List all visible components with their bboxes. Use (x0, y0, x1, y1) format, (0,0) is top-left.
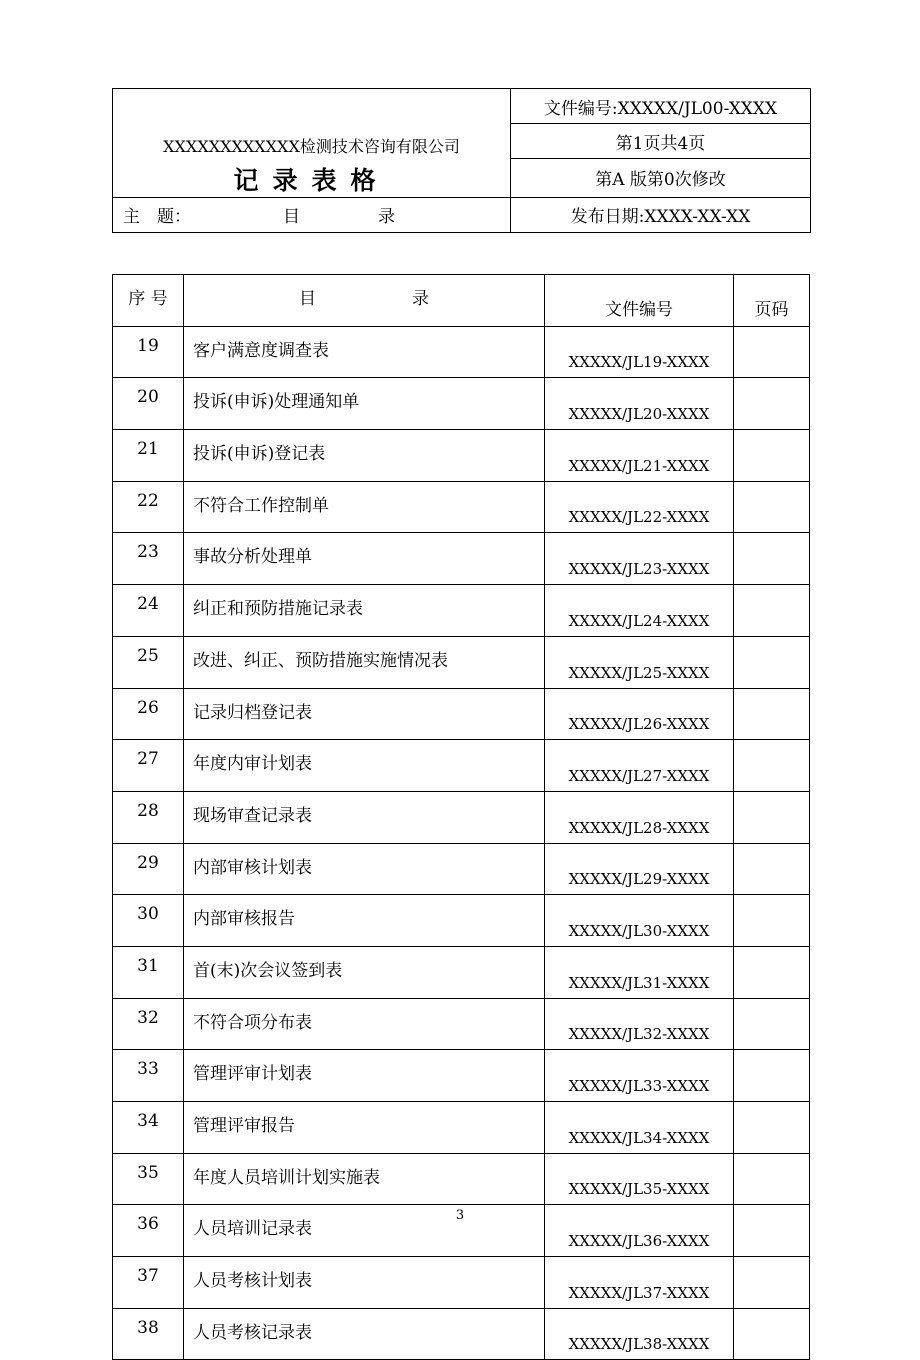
row-seq: 26 (113, 688, 184, 740)
row-title: 人员考核计划表 (184, 1257, 545, 1309)
toc-header-row (113, 275, 810, 327)
row-page (734, 688, 810, 740)
row-doc-number: XXXXX/JL38-XXXX (545, 1308, 734, 1360)
row-doc-number: XXXXX/JL25-XXXX (545, 636, 734, 688)
table-row (113, 1050, 810, 1102)
page-number: 3 (455, 1208, 465, 1223)
table-row (113, 895, 810, 947)
row-seq: 32 (113, 998, 184, 1050)
row-doc-number: XXXXX/JL32-XXXX (545, 998, 734, 1050)
row-title: 年度人员培训计划实施表 (184, 1153, 545, 1205)
row-doc-number: XXXXX/JL29-XXXX (545, 843, 734, 895)
row-seq: 36 (113, 1205, 184, 1257)
row-doc-number: XXXXX/JL33-XXXX (545, 1050, 734, 1102)
row-doc-number: XXXXX/JL26-XXXX (545, 688, 734, 740)
row-doc-number: XXXXX/JL23-XXXX (545, 533, 734, 585)
row-doc-number: XXXXX/JL27-XXXX (545, 740, 734, 792)
row-doc-number: XXXXX/JL28-XXXX (545, 791, 734, 843)
row-page (734, 946, 810, 998)
row-seq: 34 (113, 1102, 184, 1154)
form-title: 记录表格 (113, 159, 511, 198)
row-title: 投诉(申诉)登记表 (184, 430, 545, 482)
row-title: 人员培训记录表 (184, 1205, 545, 1257)
row-title: 不符合项分布表 (184, 998, 545, 1050)
row-title: 管理评审计划表 (184, 1050, 545, 1102)
row-page (734, 430, 810, 482)
row-page (734, 326, 810, 378)
row-page (734, 1308, 810, 1360)
row-doc-number: XXXXX/JL34-XXXX (545, 1102, 734, 1154)
header-title (184, 275, 545, 327)
table-row (113, 1153, 810, 1205)
row-title: 改进、纠正、预防措施实施情况表 (184, 636, 545, 688)
row-doc-number: XXXXX/JL35-XXXX (545, 1153, 734, 1205)
table-row (113, 1308, 810, 1360)
row-page (734, 843, 810, 895)
row-title: 内部审核计划表 (184, 843, 545, 895)
row-title: 纠正和预防措施记录表 (184, 585, 545, 637)
header-seq: 序 号 (113, 275, 184, 327)
page-info: 第1页共4页 (511, 124, 811, 159)
table-row (113, 998, 810, 1050)
row-page (734, 1050, 810, 1102)
subject-cell (113, 197, 511, 232)
row-doc-number: XXXXX/JL20-XXXX (545, 378, 734, 430)
row-title: 年度内审计划表 (184, 740, 545, 792)
row-title: 不符合工作控制单 (184, 481, 545, 533)
company-name: XXXXXXXXXXXX检测技术咨询有限公司 (113, 89, 511, 159)
table-row (113, 481, 810, 533)
row-seq: 38 (113, 1308, 184, 1360)
row-title: 现场审查记录表 (184, 791, 545, 843)
row-title: 管理评审报告 (184, 1102, 545, 1154)
row-doc-number: XXXXX/JL31-XXXX (545, 946, 734, 998)
row-page (734, 895, 810, 947)
row-seq: 21 (113, 430, 184, 482)
table-row (113, 636, 810, 688)
row-doc-number: XXXXX/JL24-XXXX (545, 585, 734, 637)
header-doc-number: 文件编号 (545, 275, 734, 327)
table-row (113, 378, 810, 430)
row-seq: 33 (113, 1050, 184, 1102)
subject-label: 主 题： (123, 207, 191, 227)
row-title: 人员考核记录表 (184, 1308, 545, 1360)
row-page (734, 533, 810, 585)
row-page (734, 585, 810, 637)
table-row (113, 1257, 810, 1309)
row-title: 客户满意度调查表 (184, 326, 545, 378)
row-title: 投诉(申诉)处理通知单 (184, 378, 545, 430)
row-doc-number: XXXXX/JL30-XXXX (545, 895, 734, 947)
header-page: 页码 (734, 275, 810, 327)
row-page (734, 1153, 810, 1205)
row-page (734, 636, 810, 688)
table-row (113, 585, 810, 637)
toc-table (112, 274, 810, 1360)
row-seq: 24 (113, 585, 184, 637)
row-seq: 23 (113, 533, 184, 585)
release-date: 发布日期:XXXX-XX-XX (511, 197, 811, 232)
row-seq: 37 (113, 1257, 184, 1309)
row-seq: 20 (113, 378, 184, 430)
table-row (113, 740, 810, 792)
row-page (734, 791, 810, 843)
document-number: 文件编号:XXXXX/JL00-XXXX (511, 89, 811, 124)
subject-value-part2: 录 (378, 207, 395, 227)
row-page (734, 1102, 810, 1154)
row-seq: 25 (113, 636, 184, 688)
table-row (113, 843, 810, 895)
header-title-part1: 目 (299, 289, 316, 309)
row-title: 事故分析处理单 (184, 533, 545, 585)
row-page (734, 378, 810, 430)
row-doc-number: XXXXX/JL36-XXXX (545, 1205, 734, 1257)
row-seq: 35 (113, 1153, 184, 1205)
row-seq: 28 (113, 791, 184, 843)
table-row (113, 1102, 810, 1154)
subject-value-part1: 目 (283, 207, 300, 227)
table-row (113, 430, 810, 482)
document-header-table (112, 88, 811, 233)
row-title: 首(末)次会议签到表 (184, 946, 545, 998)
row-seq: 30 (113, 895, 184, 947)
table-row (113, 533, 810, 585)
toc-body (113, 326, 810, 1360)
row-title: 内部审核报告 (184, 895, 545, 947)
row-page (734, 1257, 810, 1309)
row-doc-number: XXXXX/JL22-XXXX (545, 481, 734, 533)
table-row (113, 326, 810, 378)
version-info: 第A 版第0次修改 (511, 159, 811, 198)
table-row (113, 688, 810, 740)
row-title: 记录归档登记表 (184, 688, 545, 740)
row-page (734, 481, 810, 533)
row-seq: 19 (113, 326, 184, 378)
table-row (113, 946, 810, 998)
row-doc-number: XXXXX/JL19-XXXX (545, 326, 734, 378)
table-row (113, 791, 810, 843)
row-doc-number: XXXXX/JL21-XXXX (545, 430, 734, 482)
row-page (734, 998, 810, 1050)
row-page (734, 740, 810, 792)
row-seq: 29 (113, 843, 184, 895)
header-title-part2: 录 (412, 289, 429, 309)
row-seq: 22 (113, 481, 184, 533)
row-seq: 31 (113, 946, 184, 998)
row-seq: 27 (113, 740, 184, 792)
row-doc-number: XXXXX/JL37-XXXX (545, 1257, 734, 1309)
